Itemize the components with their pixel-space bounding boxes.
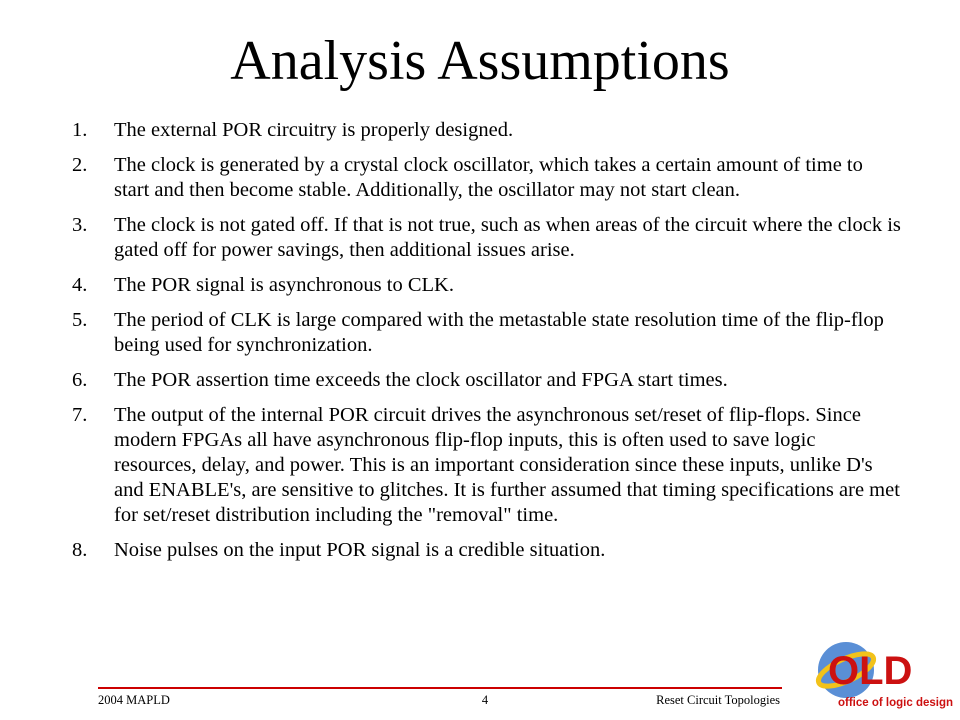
item-text: The POR assertion time exceeds the clock oscillator and FPGA start times.	[114, 369, 728, 391]
item-text: Noise pulses on the input POR signal is a credible situation.	[114, 539, 606, 561]
slide-title: Analysis Assumptions	[230, 30, 730, 92]
item-text: The output of the internal POR circuit drives the asynchronous set/reset of flip-flops. Since modern FPGAs all have asynchronous flip-flop inputs, this is often used to save logic resources, delay, and power. This is an important consideration since these inputs, unlike D's and ENABLE's, are sensitive to glitches. It is further assumed that timing specifications are met for set/reset distribution including the "removal" time.	[114, 404, 900, 526]
footer-event: 2004 MAPLD	[98, 693, 170, 707]
item-text: The clock is generated by a crystal clock oscillator, which takes a certain amount of time to start and then become stable. Additionally, the oscillator may not start clean.	[114, 154, 863, 201]
footer-page-number: 4	[481, 693, 489, 707]
logo-subtext: office of logic design	[838, 697, 954, 709]
list-item	[72, 153, 902, 203]
item-number: 7.	[72, 404, 88, 426]
footer-topic: Reset Circuit Topologies	[656, 693, 780, 707]
item-number: 3.	[72, 214, 88, 236]
item-number: 2.	[72, 154, 88, 176]
item-number: 5.	[72, 309, 88, 331]
item-text: The period of CLK is large compared with the metastable state resolution time of the flip-flop being used for synchronization.	[114, 309, 884, 356]
list-item	[72, 213, 902, 263]
list-item	[72, 368, 902, 393]
item-text: The external POR circuitry is properly designed.	[114, 119, 514, 141]
list-item	[72, 273, 902, 298]
logo-text: OLD	[828, 649, 913, 693]
item-number: 4.	[72, 274, 88, 296]
item-text: The clock is not gated off. If that is not true, such as when areas of the circuit where the clock is gated off for power savings, then additional issues arise.	[114, 214, 901, 261]
footer-divider	[98, 687, 782, 689]
list-item	[72, 308, 902, 358]
old-logo-icon	[808, 636, 958, 720]
item-text: The POR signal is asynchronous to CLK.	[114, 274, 454, 296]
list-item	[72, 118, 902, 143]
list-item	[72, 538, 902, 563]
list-item	[72, 403, 902, 528]
item-number: 6.	[72, 369, 88, 391]
assumption-list	[72, 118, 902, 573]
item-number: 1.	[72, 119, 88, 141]
item-number: 8.	[72, 539, 88, 561]
